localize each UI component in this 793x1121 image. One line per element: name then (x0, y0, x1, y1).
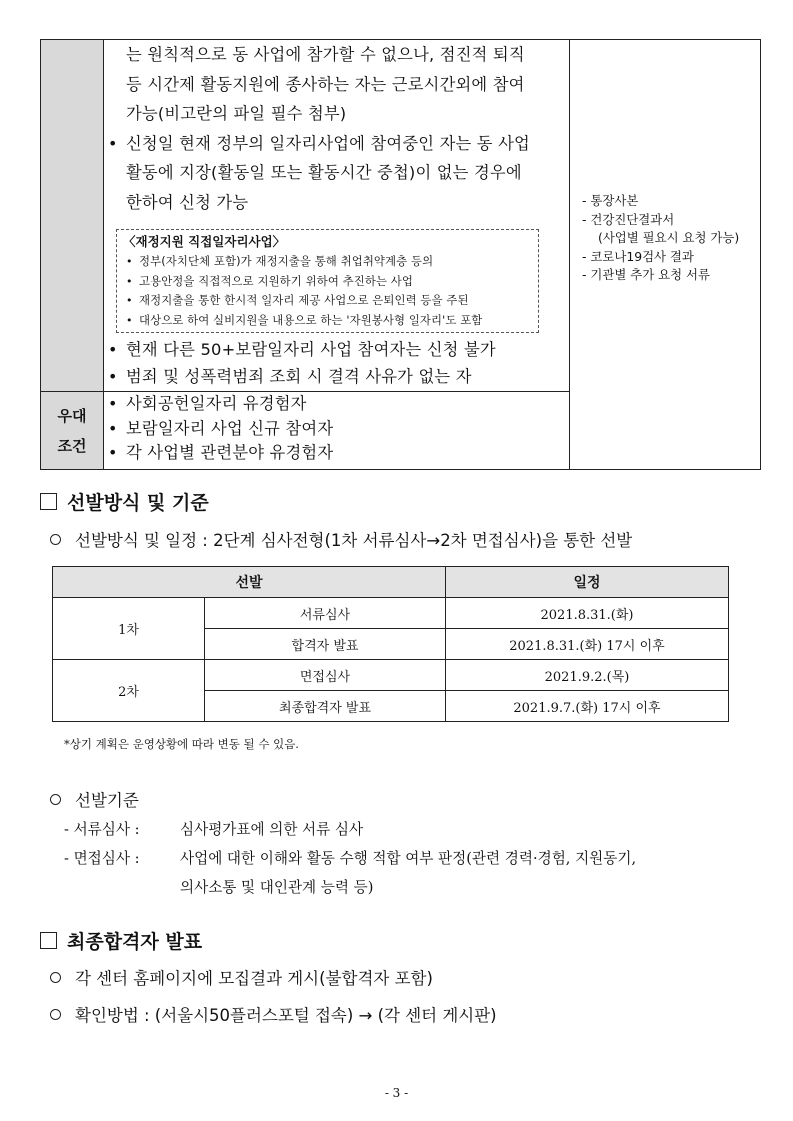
documents-cell (570, 40, 761, 470)
circle-bullet-icon (50, 1009, 61, 1020)
document-item: (사업별 필요시 요청 가능) (598, 230, 740, 245)
date-cell: 2021.9.7.(화) 17시 이후 (446, 691, 729, 722)
criteria-key: - 면접심사 : (64, 850, 140, 867)
final-item-text: 확인방법 : (서울시50플러스포털 접속) → (각 센터 게시판) (75, 1006, 497, 1025)
table-row (53, 598, 729, 629)
circle-bullet-icon (50, 972, 61, 983)
preference-item: • 보람일자리 사업 신규 참여자 (104, 417, 569, 442)
box-item-text: 고용안정을 직접적으로 지원하기 위하여 추진하는 사업 (139, 273, 413, 288)
preference-cell (104, 392, 570, 470)
preference-label-line: 조건 (57, 436, 87, 455)
preference-label (41, 392, 104, 470)
final-item (50, 965, 433, 989)
final-item-text: 각 센터 홈페이지에 모집결과 게시(불합격자 포함) (75, 969, 433, 988)
requirement-line: 한하여 신청 가능 (126, 192, 249, 212)
box-item-text: 대상으로 하여 실비지원을 내용으로 하는 '자원봉사형 일자리'도 포함 (139, 312, 483, 327)
box-title: 〈재정지원 직접일자리사업〉 (123, 234, 286, 249)
round-cell: 1차 (53, 598, 205, 660)
document-item: - 건강진단결과서 (582, 211, 675, 227)
requirement-line: 활동에 지장(활동일 또는 활동시간 중첩)이 없는 경우에 (126, 163, 522, 182)
label-cell-empty (41, 40, 104, 392)
box-item-cont (123, 272, 532, 292)
checkbox-square-icon (40, 493, 57, 510)
date-cell: 2021.9.2.(목) (446, 660, 729, 691)
preference-item: • 사회공헌일자리 유경험자 (104, 392, 569, 417)
step-cell: 면접심사 (205, 660, 446, 691)
criteria-key: - 서류심사 : (64, 821, 140, 838)
circle-bullet-icon (50, 534, 61, 545)
requirement-bullet: • 현재 다른 50+보람일자리 사업 참여자는 신청 불가 (104, 337, 569, 363)
section-heading-final (40, 927, 202, 954)
checkbox-square-icon (40, 932, 57, 949)
box-item: • 재정지출을 통한 한시적 일자리 제공 사업으로 은퇴인력 등을 주된 (123, 291, 532, 311)
schedule-table (52, 566, 729, 722)
section-heading-selection (40, 488, 209, 515)
criteria-value: 사업에 대한 이해와 활동 수행 적합 여부 판정(관련 경력·경험, 지원동기, (180, 850, 637, 867)
table-row (53, 660, 729, 691)
criteria-item (64, 815, 636, 844)
document-item: - 기관별 추가 요청 서류 (582, 267, 710, 282)
step-cell: 최종합격자 발표 (205, 691, 446, 722)
header-selection: 선발 (53, 567, 446, 598)
selection-method (50, 527, 632, 551)
section-heading-text: 최종합격자 발표 (67, 931, 203, 953)
eligibility-table (40, 39, 761, 470)
criteria-list (64, 815, 636, 902)
criteria-heading (50, 787, 139, 811)
criteria-heading-text: 선발기준 (75, 791, 139, 810)
documents-list (570, 40, 760, 285)
section-heading-text: 선발방식 및 기준 (67, 492, 209, 514)
round-cell: 2차 (53, 660, 205, 722)
preference-item: • 각 사업별 관련분야 유경험자 (104, 441, 569, 466)
step-cell: 합격자 발표 (205, 629, 446, 660)
requirement-line: 는 원칙적으로 동 사업에 참가할 수 없으나, 점진적 퇴직 (126, 45, 525, 64)
step-cell: 서류심사 (205, 598, 446, 629)
document-item: - 통장사본 (582, 193, 639, 208)
requirements-cell (104, 40, 570, 392)
requirement-bullet: • 신청일 현재 정부의 일자리사업에 참여중인 자는 동 사업 (104, 129, 569, 159)
box-item: • 정부(자치단체 포함)가 재정지출을 통해 취업취약계층 등의 (123, 252, 532, 272)
criteria-item (64, 844, 636, 873)
requirement-line: 가능(비고란의 파일 필수 첨부) (126, 104, 347, 123)
page-number: - 3 - (384, 1086, 409, 1100)
direct-job-program-box (116, 229, 539, 333)
criteria-value: 심사평가표에 의한 서류 심사 (180, 821, 364, 838)
requirement-line: 등 시간제 활동지원에 종사하는 자는 근로시간외에 참여 (126, 74, 525, 94)
circle-bullet-icon (50, 794, 61, 805)
requirement-bullet: • 범죄 및 성폭력범죄 조회 시 결격 사유가 없는 자 (104, 363, 569, 391)
document-item: - 코로나19검사 결과 (582, 248, 694, 264)
final-item (50, 1002, 497, 1026)
preference-label-line: 우대 (57, 406, 87, 425)
criteria-item (64, 873, 636, 902)
criteria-value: 의사소통 및 대인관계 능력 등) (180, 879, 374, 896)
selection-method-text: 선발방식 및 일정 : 2단계 심사전형(1차 서류심사→2차 면접심사)을 통한 선발 (75, 531, 633, 550)
schedule-note: *상기 계획은 운영상황에 따라 변동 될 수 있음. (64, 737, 299, 751)
box-item-cont (123, 311, 532, 331)
date-cell: 2021.8.31.(화) 17시 이후 (446, 629, 729, 660)
date-cell: 2021.8.31.(화) (446, 598, 729, 629)
header-schedule: 일정 (446, 567, 729, 598)
